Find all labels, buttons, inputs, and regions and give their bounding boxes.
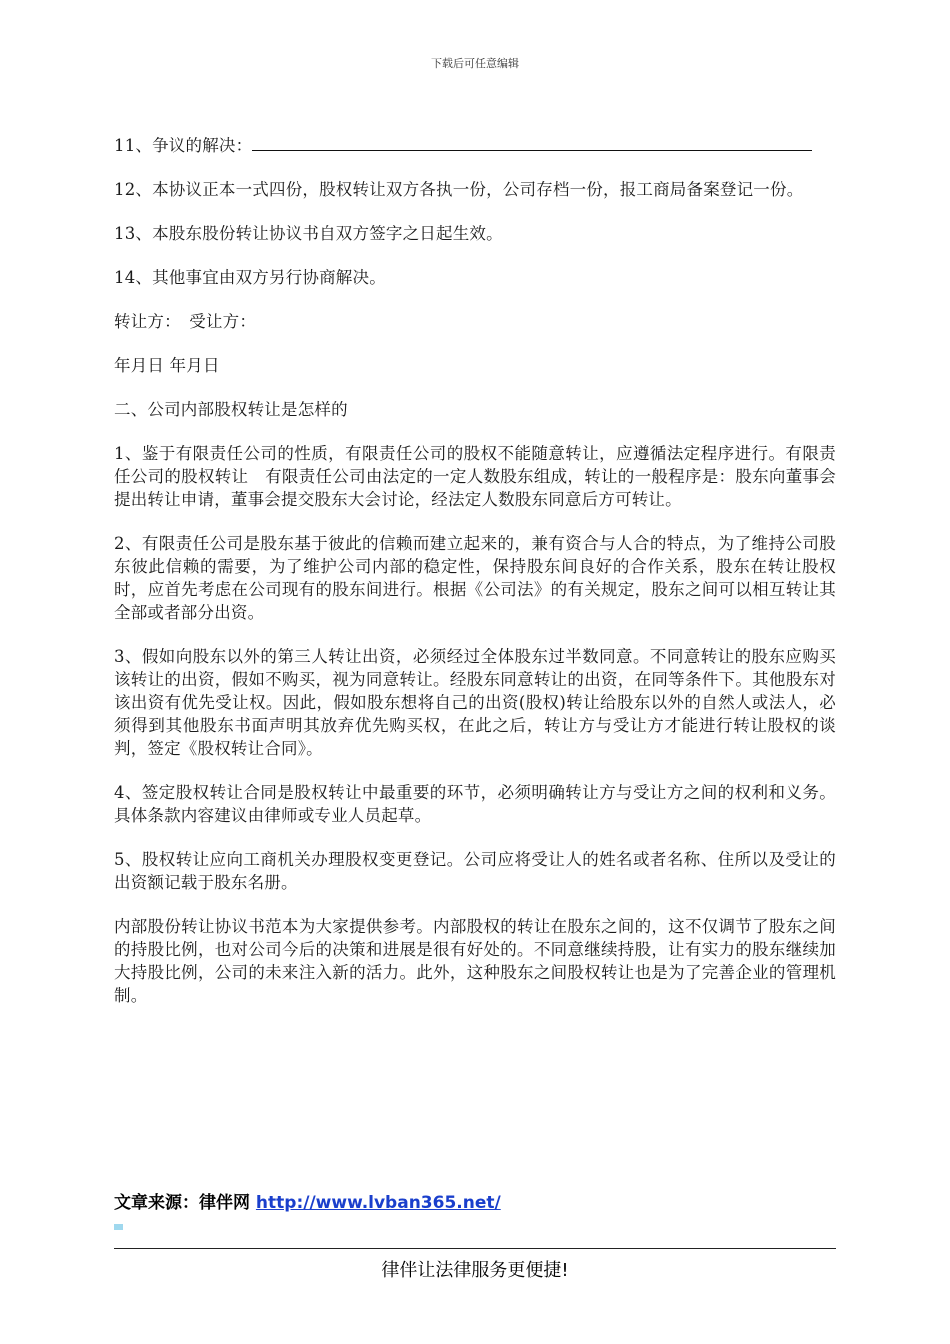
section-item-1: 1、鉴于有限责任公司的性质，有限责任公司的股权不能随意转让，应遵循法定程序进行。有限责任公司的股权转让 有限责任公司由法定的一定人数股东组成，转让的一般程序是：股东向董事会提出转让申请，董事会提交股东大会讨论，经法定人数股东同意后方可转让。 [114, 444, 836, 509]
signature-parties: 转让方： 受让方： [114, 312, 257, 331]
source-link[interactable]: http://www.lvban365.net/ [255, 1193, 501, 1213]
footer-divider [114, 1248, 836, 1249]
document-body [114, 134, 836, 1028]
fill-in-blank-line [252, 134, 812, 151]
clause-11-text: 11、争议的解决： [114, 136, 253, 155]
clause-13: 13、本股东股份转让协议书自双方签字之日起生效。 [114, 224, 503, 243]
section-item-5: 5、股权转让应向工商机关办理股权变更登记。公司应将受让人的姓名或者名称、住所以及受让的出资额记载于股东名册。 [114, 850, 836, 892]
footer-slogan: 律伴让法律服务更便捷! [381, 1260, 569, 1281]
clause-11 [114, 134, 836, 157]
header-note: 下载后可任意编辑 [431, 57, 519, 70]
section-item-4: 4、签定股权转让合同是股权转让中最重要的环节，必须明确转让方与受让方之间的权利和义务。具体条款内容建议由律师或专业人员起草。 [114, 783, 836, 825]
summary-paragraph: 内部股份转让协议书范本为大家提供参考。内部股权的转让在股东之间的，这不仅调节了股东之间的持股比例，也对公司今后的决策和进展是很有好处的。不同意继续持股，让有实力的股东继续加大持股比例，公司的未来注入新的活力。此外，这种股东之间股权转让也是为了完善企业的管理机制。 [114, 917, 836, 1005]
section-item-3: 3、假如向股东以外的第三人转让出资，必须经过全体股东过半数同意。不同意转让的股东应购买该转让的出资，假如不购买，视为同意转让。经股东同意转让的出资，在同等条件下。其他股东对该出资有优先受让权。因此，假如股东想将自己的出资(股权)转让给股东以外的自然人或法人，必须得到其他股东书面声明其放弃优先购买权，在此之后，转让方与受让方才能进行转让股权的谈判，签定《股权转让合同》。 [114, 647, 836, 758]
source-label: 文章来源：律伴网 [114, 1193, 256, 1213]
section-item-2: 2、有限责任公司是股东基于彼此的信赖而建立起来的，兼有资合与人合的特点，为了维持公司股东彼此信赖的需要，为了维护公司内部的稳定性，保持股东间良好的合作关系，股东在转让股权时，应首先考虑在公司现有的股东间进行。根据《公司法》的有关规定，股东之间可以相互转让其全部或者部分出资。 [114, 534, 836, 622]
article-source [114, 1188, 501, 1213]
signature-dates: 年月日 年月日 [114, 356, 220, 375]
section-heading: 二、公司内部股权转让是怎样的 [114, 400, 348, 419]
clause-12: 12、本协议正本一式四份，股权转让双方各执一份，公司存档一份，报工商局备案登记一份。 [114, 180, 804, 199]
clause-14: 14、其他事宜由双方另行协商解决。 [114, 268, 386, 287]
decorative-marker [114, 1224, 123, 1230]
